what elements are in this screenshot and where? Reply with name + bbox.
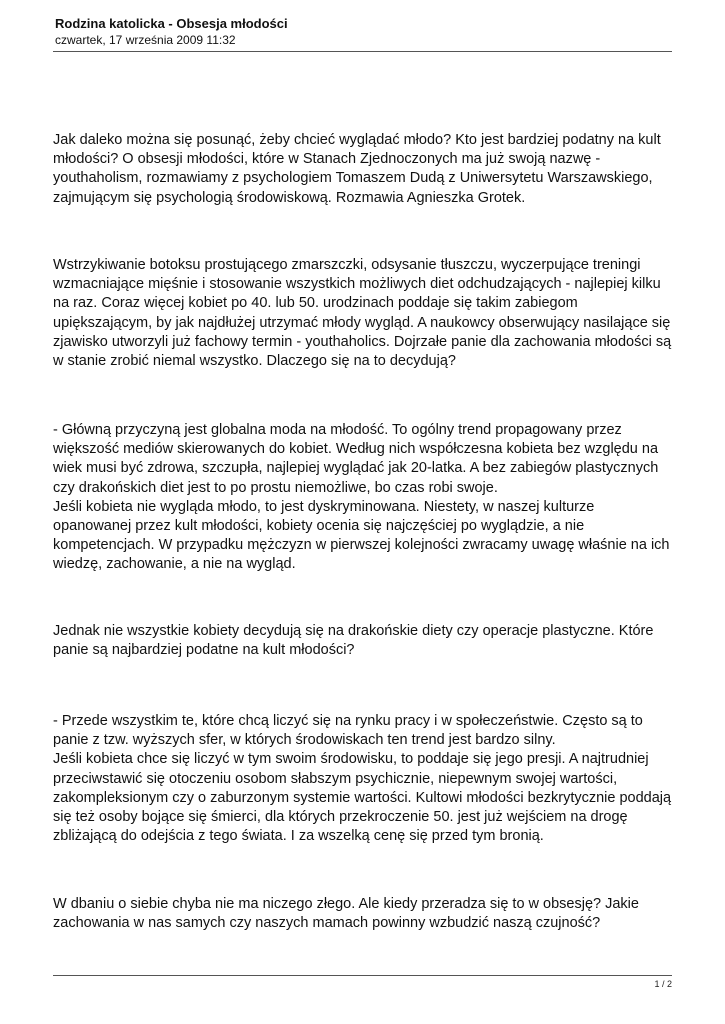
document-date: czwartek, 17 września 2009 11:32 — [55, 33, 236, 47]
header-divider — [53, 51, 672, 52]
paragraph-answer-1: - Główną przyczyną jest globalna moda na młodość. To ogólny trend propagowany przez większość mediów skierowanych do kobiet. Według nich współczesna kobieta bez względu na wiek musi być zdrowa, szczupła, najlepiej wyglądać jak 20-latka. A bez zabiegów plastycznych czy drakońskich diet jest to po prostu niemożliwe, bo czas robi swoje. Jeśli kobieta nie wygląda młodo, to jest dyskryminowana. Niestety, w naszej kulturze opanowanej przez kult młodości, kobiety ocenia się najczęściej po wyglądzie, a nie kompetencjach. W przypadku mężczyzn w pierwszej kolejności zwracamy uwagę właśnie na ich wiedzę, zachowanie, a nie na wygląd. — [53, 422, 670, 573]
paragraph-intro: Jak daleko można się posunąć, żeby chcieć wyglądać młodo? Kto jest bardziej podatny na kult młodości? O obsesji młodości, które w Stanach Zjednoczonych ma już swoją nazwę - youthaholism, rozmawiamy z psychologiem Tomaszem Dudą z Uniwersytetu Warszawskiego, zajmującym się psychologią środowiskową. Rozmawia Agnieszka Grotek. — [53, 132, 661, 206]
paragraph-answer-2: - Przede wszystkim te, które chcą liczyć się na rynku pracy i w społeczeństwie. Często są to panie z tzw. wyższych sfer, w których środowiskach ten trend jest bardzo silny. Jeśli kobieta chce się liczyć w tym swoim środowisku, to poddaje się jego presji. A najtrudniej przeciwstawić się otoczeniu osobom słabszym psychicznie, niepewnym swojej wartości, zakompleksionym czy o zaburzonym systemie wartości. Kultowi młodości bezkrytycznie poddają się też osoby bojące się śmierci, dla których przekroczenie 50. jest już wejściem na drogę zbliżającą do odejścia z tego świata. I za wszelką cenę się przed tym bronią. — [53, 713, 672, 845]
page-number: 1 / 2 — [654, 979, 672, 989]
paragraph-question-2: Jednak nie wszystkie kobiety decydują się na drakońskie diety czy operacje plastyczne. Które panie są najbardziej podatne na kult młodości? — [53, 623, 654, 659]
paragraph-lead: Wstrzykiwanie botoksu prostującego zmarszczki, odsysanie tłuszczu, wyczerpujące treningi wzmacniające mięśnie i stosowanie wszystkich możliwych diet odchudzających - najlepiej kilku na raz. Coraz więcej kobiet po 40. lub 50. urodzinach poddaje się takim zabiegom upiększającym, by jak najdłużej utrzymać młody wygląd. A naukowcy obserwujący nasilające się zjawisko utworzyli już fachowy termin - youthaholics. Dojrzałe panie dla zachowania młodości są w stanie zrobić niemal wszystko. Dlaczego się na to decydują? — [53, 257, 672, 370]
document-title: Rodzina katolicka - Obsesja młodości — [55, 16, 288, 31]
footer-divider — [53, 975, 672, 976]
paragraph-question-3: W dbaniu o siebie chyba nie ma niczego złego. Ale kiedy przeradza się to w obsesję? Jakie zachowania w nas samych czy naszych mamach powinny wzbudzić naszą czujność? — [53, 896, 639, 932]
page-header — [55, 16, 675, 48]
